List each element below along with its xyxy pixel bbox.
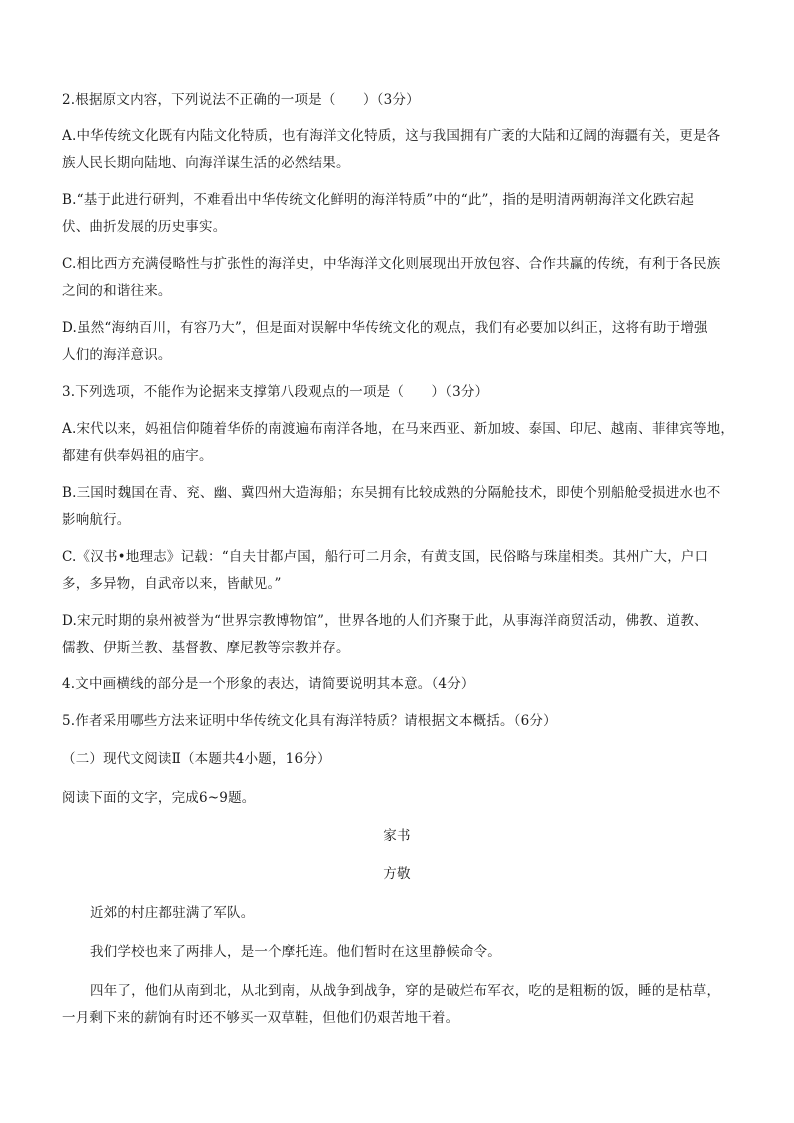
q3-option-c-line2: 多，多异物，自武帝以来，皆献见。” <box>62 576 282 592</box>
q3-option-b-line2: 影响航行。 <box>62 512 131 528</box>
q2-option-d-line2: 人们的海洋意识。 <box>62 347 172 363</box>
q3-option-d-line1: D.宋元时期的泉州被誉为“世界宗教博物馆”，世界各地的人们齐聚于此，从事海洋商贸活动，佛教、道教、 <box>62 613 708 629</box>
q2-option-d-line1: D.虽然“海纳百川，有容乃大”，但是面对误解中华传统文化的观点，我们有必要加以纠正，这将有助于增强 <box>62 320 708 336</box>
q3-option-b-line1: B.三国时魏国在青、兖、幽、冀四州大造海船；东吴拥有比较成熟的分隔舱技术，即使个别船舱受损进水也不 <box>62 485 721 501</box>
reading-instruction: 阅读下面的文字，完成6~9题。 <box>62 790 256 806</box>
question-3: 3.下列选项，不能作为论据来支撑第八段观点的一项是（ ）（3分） <box>62 384 489 400</box>
story-title: 家书 <box>383 828 411 844</box>
q2-option-b-line2: 伏、曲折发展的历史事实。 <box>62 219 227 235</box>
q2-option-c-line2: 之间的和谐往来。 <box>62 283 172 299</box>
q2-option-c-line1: C.相比西方充满侵略性与扩张性的海洋史，中华海洋文化则展现出开放包容、合作共赢的传统，有利于各民族 <box>62 256 721 272</box>
question-2: 2.根据原文内容，下列说法不正确的一项是（ ）（3分） <box>62 92 420 108</box>
q2-option-a-line2: 族人民长期向陆地、向海洋谋生活的必然结果。 <box>62 155 350 171</box>
question-4: 4.文中画横线的部分是一个形象的表达，请简要说明其本意。（4分） <box>62 676 475 692</box>
paragraph-3-line1: 四年了，他们从南到北，从北到南，从战争到战争，穿的是破烂布军衣，吃的是粗粝的饭，睡的是枯草， <box>90 983 721 999</box>
story-author: 方敬 <box>383 866 411 882</box>
paragraph-3-line2: 一月剩下来的薪饷有时还不够买一双草鞋，但他们仍艰苦地干着。 <box>62 1010 460 1026</box>
q3-option-a-line2: 都建有供奉妈祖的庙宇。 <box>62 448 213 464</box>
q2-option-b-line1: B.“基于此进行研判，不难看出中华传统文化鲜明的海洋特质”中的“此”，指的是明清两朝海洋文化跌宕起 <box>62 192 695 208</box>
q2-option-a-line1: A.中华传统文化既有内陆文化特质，也有海洋文化特质，这与我国拥有广袤的大陆和辽阔的海疆有关，更是各 <box>62 128 721 144</box>
q3-option-c-line1: C.《汉书•地理志》记载：“自夫甘都卢国，船行可二月余，有黄支国，民俗略与珠崖相类。其州广大，户口 <box>62 549 709 565</box>
question-5: 5.作者采用哪些方法来证明中华传统文化具有海洋特质？请根据文本概括。（6分） <box>62 713 557 729</box>
q3-option-d-line2: 儒教、伊斯兰教、基督教、摩尼教等宗教并存。 <box>62 640 350 656</box>
section-heading: （二）现代文阅读Ⅱ（本题共4小题，16分） <box>62 751 331 767</box>
paragraph-1: 近郊的村庄都驻满了军队。 <box>90 905 255 921</box>
paragraph-2: 我们学校也来了两排人，是一个摩托连。他们暂时在这里静候命令。 <box>90 944 501 960</box>
q3-option-a-line1: A.宋代以来，妈祖信仰随着华侨的南渡遍布南洋各地，在马来西亚、新加坡、泰国、印尼、越南、菲律宾等地， <box>62 421 735 437</box>
